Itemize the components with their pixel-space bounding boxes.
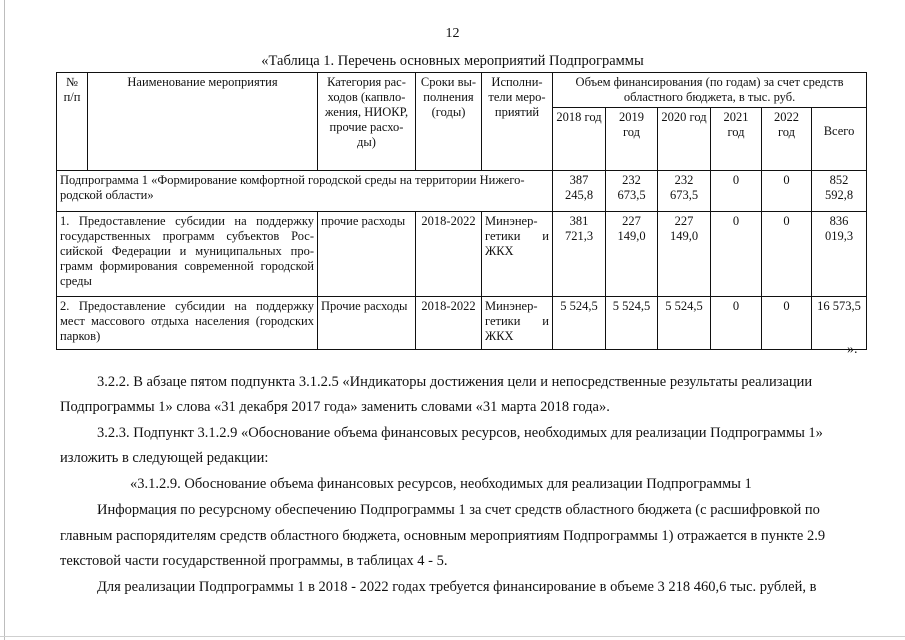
- value-cell: 0: [711, 297, 762, 350]
- header-year: 2020 год: [658, 108, 711, 171]
- header-name: Наименование мероприятия: [88, 73, 318, 171]
- value-cell: 232 673,5: [606, 171, 658, 212]
- activity-category: прочие расходы: [318, 212, 416, 297]
- activity-deadline: 2018-2022: [416, 297, 482, 350]
- table-header-row: [57, 73, 867, 108]
- paragraph-3-2-2-line: 3.2.2. В абзаце пятом подпункта 3.1.2.5 «Индикаторы достижения цели и непосредственные результаты реализации: [97, 374, 813, 390]
- activity-deadline: 2018-2022: [416, 212, 482, 297]
- activity-executor: Минэнер-гетики и ЖКХ: [482, 212, 553, 297]
- value-cell: 0: [762, 297, 812, 350]
- header-funding: Объем финансирования (по годам) за счет средств областного бюджета, в тыс. руб.: [553, 73, 867, 108]
- table-title: «Таблица 1. Перечень основных мероприятий Подпрограммы: [261, 53, 644, 69]
- paragraph-info-line: текстовой части государственной программы, в таблицах 4 - 5.: [60, 553, 448, 569]
- value-cell: 0: [762, 212, 812, 297]
- table-row: [57, 212, 867, 297]
- page-number: 12: [445, 26, 460, 41]
- value-cell: 387 245,8: [553, 171, 606, 212]
- value-cell: 0: [762, 171, 812, 212]
- section-heading: «3.1.2.9. Обоснование объема финансовых ресурсов, необходимых для реализации Подпрограммы 1: [130, 476, 752, 492]
- header-num: № п/п: [57, 73, 88, 171]
- value-cell: 227 149,0: [606, 212, 658, 297]
- table-row: [57, 297, 867, 350]
- value-cell: 381 721,3: [553, 212, 606, 297]
- paragraph-3-2-2-line: Подпрограммы 1» слова «31 декабря 2017 года» заменить словами «31 марта 2018 года».: [60, 399, 610, 415]
- value-cell: 5 524,5: [658, 297, 711, 350]
- activity-name: 2. Предоставление субсидии на поддержку мест массового отдыха населения (городских парков): [57, 297, 318, 350]
- value-cell: 16 573,5: [812, 297, 867, 350]
- header-year: 2021 год: [711, 108, 762, 171]
- scan-bottom-line: [0, 636, 905, 637]
- activity-name: 1. Предоставление субсидии на поддержку государственных программ субъектов Рос-сийской Федерации и муниципальных про-грамм формирования современной городской среды: [57, 212, 318, 297]
- header-deadline: Сроки вы-полнения (годы): [416, 73, 482, 171]
- value-cell: 5 524,5: [553, 297, 606, 350]
- scan-edge-line: [4, 0, 5, 640]
- value-cell: 852 592,8: [812, 171, 867, 212]
- header-year: 2019 год: [606, 108, 658, 171]
- paragraph-funding-line: Для реализации Подпрограммы 1 в 2018 - 2022 годах требуется финансирование в объеме 3 218 460,6 тыс. рублей, в: [97, 579, 817, 595]
- subprogram-name: Подпрограмма 1 «Формирование комфортной городской среды на территории Нижего-родской области»: [57, 171, 553, 212]
- header-year: 2022 год: [762, 108, 812, 171]
- paragraph-3-2-3-line: 3.2.3. Подпункт 3.1.2.9 «Обоснование объема финансовых ресурсов, необходимых для реализации Подпрограммы 1»: [97, 425, 823, 441]
- table-row: [57, 171, 867, 212]
- paragraph-info-line: Информация по ресурсному обеспечению Подпрограммы 1 за счет средств областного бюджета (с расшифровкой по: [97, 502, 820, 518]
- value-cell: 227 149,0: [658, 212, 711, 297]
- value-cell: 836 019,3: [812, 212, 867, 297]
- paragraph-3-2-3-line: изложить в следующей редакции:: [60, 450, 269, 466]
- paragraph-info-line: главным распорядителям средств областного бюджета, основным мероприятиям Подпрограммы 1) отражается в пункте 2.9: [60, 528, 826, 544]
- value-cell: 232 673,5: [658, 171, 711, 212]
- header-category: Категория рас-ходов (капвло-жения, НИОКР, прочие расхо-ды): [318, 73, 416, 171]
- value-cell: 0: [711, 171, 762, 212]
- header-executor: Исполни-тели меро-приятий: [482, 73, 553, 171]
- table-closing-quote: ».: [847, 342, 858, 357]
- activities-table: [56, 72, 867, 350]
- activity-category: Прочие расходы: [318, 297, 416, 350]
- value-cell: 0: [711, 212, 762, 297]
- header-total: Всего: [812, 108, 867, 171]
- value-cell: 5 524,5: [606, 297, 658, 350]
- activity-executor: Минэнер-гетики и ЖКХ: [482, 297, 553, 350]
- header-year: 2018 год: [553, 108, 606, 171]
